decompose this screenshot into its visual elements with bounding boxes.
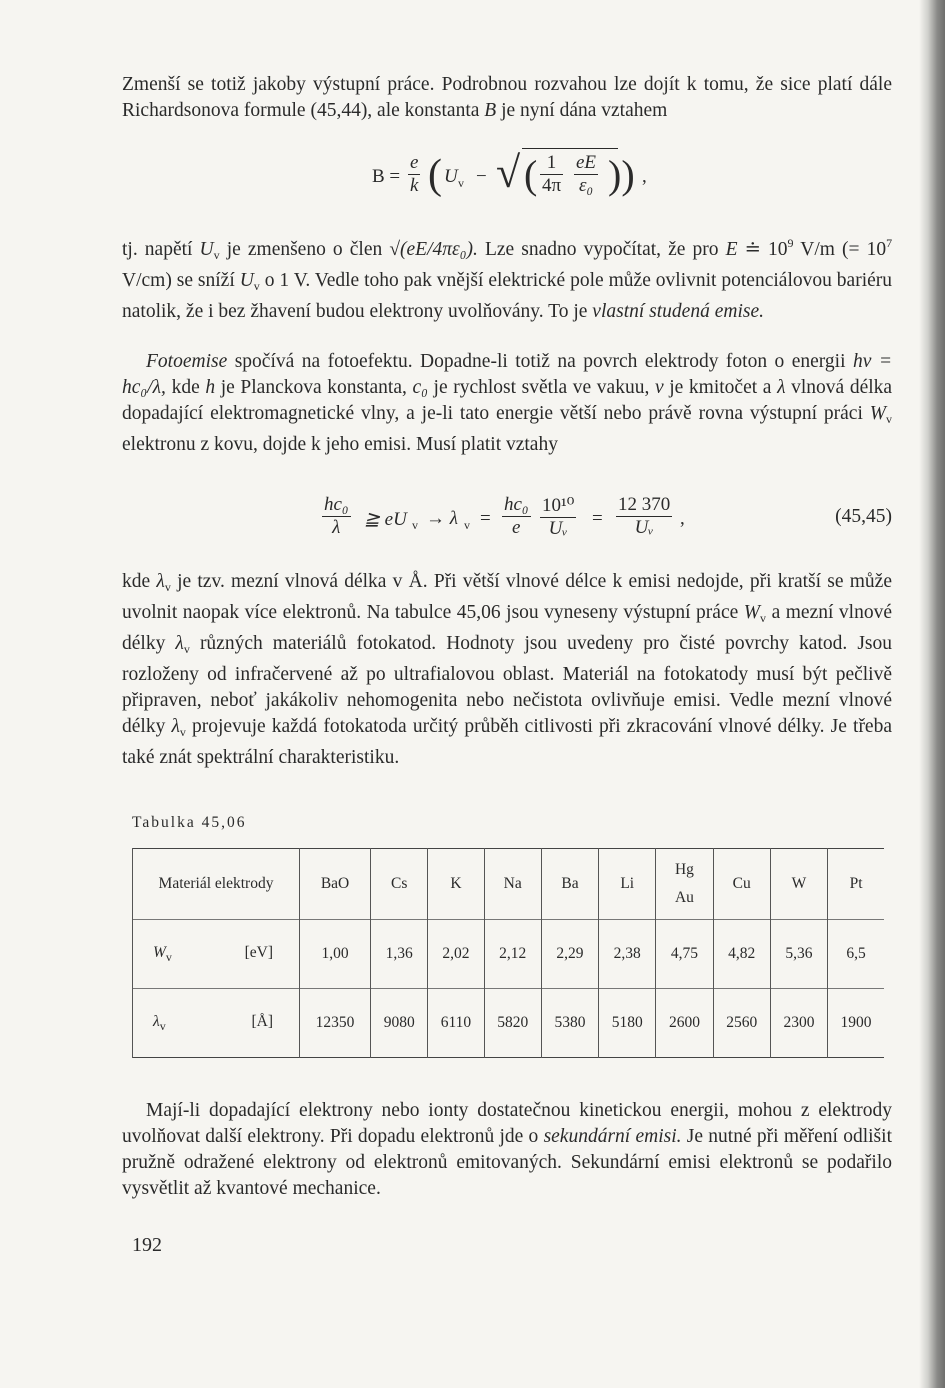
header-material: Li [599,849,656,920]
row-label: $\lambda_v$ [Å] [133,989,300,1058]
header-material: K [428,849,484,920]
sqrt-bar [522,148,618,149]
table-cell: 5380 [541,989,598,1058]
table-cell: 5,36 [770,920,827,989]
table-cell: 1,36 [371,920,428,989]
table-header-row [133,849,885,920]
paragraph-photoemission: Fotoemise spočívá na fotoefektu. Dopadne-li totiž na povrch elektrody foton o energii hν = hc₀/λ, kde h je Planckova konstanta, c₀ je rychlost světla ve vakuu, ν je kmitočet a λ vlnová délka dopadající elektromagnetické vlny, a je-li tato energie větší nebo právě rovna výstupní práci $W_v$ elektronu z kovu, dojde k jeho emisi. Musí platit vztahy [122,351,893,455]
fraction-e-over-k: $\frac{e}{k}$ [410,152,419,196]
fraction-eE-over-eps0: $\frac{eE}{\text{ε₀}}$ [576,152,597,196]
paragraph-richardson: Zmenší se totiž jakoby výstupní práce. Podrobnou rozvahou lze dojít k tomu, že sice platí dále Richardsonova formule (45,44), ale konstanta B je nyní dána vztahem [122,74,892,121]
paragraph-threshold-wavelength: kde $\lambda_v$ je tzv. mezní vlnová délka v Å. Při větší vlnové délce k emisi nedojde, při kratší se může uvolnit naopak více elektronů. Na tabulce 45,06 jsou vyneseny výstupní práce $W_v$ a mezní vlnové délky $\lambda_v$ různých materiálů fotokatod. Hodnoty jsou uvedeny pro čisté povrchy katod. Jsou rozloženy od infračervené až po ultrafialovou oblast. Materiál na fotokatody musí být pečlivě připraven, neboť jakákoliv nehomogenita nebo nečistota ovlivňuje emisi. Vedle mezní vlnové délky $\lambda_v$ projevuje každá fotokatoda určitý průběh citlivosti při zkracování vlnové délky. Je třeba také znát spektrální charakteristiku. [122,571,893,768]
equation-45-45: $\frac{\text{hc₀}}{\lambda}$ ≧ eU v → λ v = $\frac{\text{hc₀}}{e}$ $\frac{\text{10¹⁰}}{\text{Uᵥ}}$ = $\frac{12 370}{\text{Uᵥ}}$ , [324,494,685,539]
table-cell: 9080 [371,989,428,1058]
table-row-wavelength [133,989,885,1058]
paragraph-cold-emission: tj. napětí $U_v$ je zmenšeno o člen √(eE/4πε₀). Lze snadno vypočítat, že pro E ≐ $10^9$ V/m (= $10^7$ V/cm) se sníží $U_v$ o 1 V. Vedle toho pak vnější elektrické pole může ovlivnit potenciálovou bariéru natolik, že i bez žhavení budou elektrony uvolňovány. To je vlastní studená emise. [122,236,893,322]
table-cell: 2300 [770,989,827,1058]
fraction-hc0-over-e: $\frac{\text{hc₀}}{e}$ [504,494,529,538]
table-cell: 2600 [656,989,713,1058]
table-cell: 1900 [828,989,884,1058]
header-material: Cs [371,849,428,920]
table-cell: 4,75 [656,920,713,989]
table-cell: 12350 [300,989,371,1058]
table-caption: Tabulka 45,06 [132,814,247,831]
header-material: BaO [300,849,371,920]
fraction-hc0-over-lambda: $\frac{\text{hc₀}}{\lambda}$ [324,494,349,538]
equation-number: (45,45) [835,506,892,527]
fraction-12370-over-uv: $\frac{12 370}{\text{Uᵥ}}$ [618,494,671,538]
table-cell: 2560 [713,989,770,1058]
table-row-work-function [133,920,885,989]
header-material: Na [484,849,541,920]
table-cell: 2,38 [599,920,656,989]
fraction-one-over-four-pi: $\frac{1}{4\pi}$ [542,152,562,196]
header-material: W [770,849,827,920]
table-cell: 5180 [599,989,656,1058]
fraction-1e10-over-uv: $\frac{\text{10¹⁰}}{\text{Uᵥ}}$ [542,495,575,539]
equation-b-constant: B = $\frac{e}{k}$ ( U v − √ ( $\frac{1}{4\pi}$ $\frac{eE}{\text{ε₀}}$ )) , [372,148,647,198]
table-cell: 6110 [428,989,484,1058]
table-cell: 5820 [484,989,541,1058]
page-number: 192 [132,1234,162,1256]
table-cell: 2,29 [541,920,598,989]
header-material: Pt [828,849,884,920]
header-material: Cu [713,849,770,920]
header-material-label: Materiál elektrody [133,849,300,920]
table-cell: 2,12 [484,920,541,989]
row-label: $W_v$ [eV] [133,920,300,989]
header-material: Hg Au [656,849,713,920]
table-cell: 6,5 [828,920,884,989]
table-cell: 4,82 [713,920,770,989]
work-function-table [132,848,884,1058]
paragraph-secondary-emission: Mají-li dopadající elektrony nebo ionty dostatečnou kinetickou energii, mohou z elektrody uvolňovat další elektrony. Při dopadu elektronů jde o sekundární emisi. Je nutné při měření odlišit pružně odražené elektrony od elektronů emitovaných. Sekundární emisi elektronů se podařilo vysvětlit až kvantové mechanice. [122,1100,892,1199]
book-spine-shadow [919,0,945,1388]
sqrt-sign: √ [496,148,521,197]
table-cell: 2,02 [428,920,484,989]
table-cell: 1,00 [300,920,371,989]
header-material: Ba [541,849,598,920]
